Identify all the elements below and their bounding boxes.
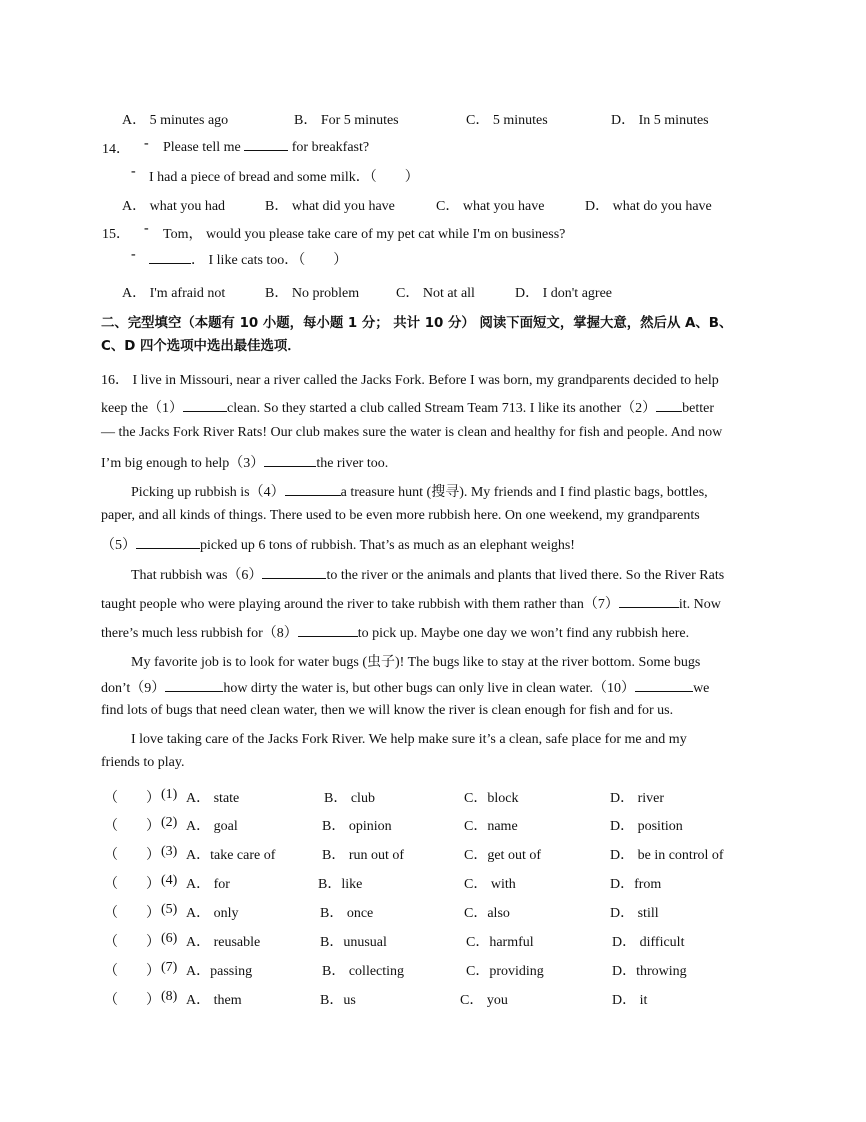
q14-option-c[interactable]: C． what you have: [436, 199, 545, 214]
passage-line: 16． I live in Missouri, near a river called the Jacks Fork. Before I was born, my grandparents decided to help: [101, 373, 719, 388]
q14-line1: Please tell me for breakfast?: [163, 140, 370, 155]
answer-paren[interactable]: （ ）: [104, 935, 160, 950]
option-a[interactable]: A． for: [186, 877, 230, 892]
blank-8[interactable]: [298, 624, 358, 637]
q13-option-d[interactable]: D． In 5 minutes: [611, 113, 709, 128]
option-d[interactable]: D． position: [610, 819, 683, 834]
passage-line: That rubbish was（6） to the river or the animals and plants that lived there. So the River Rats: [131, 568, 725, 583]
q13-option-b[interactable]: B． For 5 minutes: [294, 113, 399, 128]
passage-line: — the Jacks Fork River Rats! Our club makes sure the water is clean and healthy for fish and people. And now: [101, 425, 723, 440]
passage-line: paper, and all kinds of things. There used to be even more rubbish here. On one weekend, my grandparents: [101, 508, 700, 523]
answer-num: (2): [161, 815, 178, 830]
option-c[interactable]: C． with: [464, 877, 516, 892]
answer-paren[interactable]: （ ）: [104, 993, 160, 1008]
answer-paren[interactable]: （ ）: [104, 877, 160, 892]
q15-line1: Tom， would you please take care of my pet cat while I'm on business?: [163, 227, 566, 242]
option-a[interactable]: A． only: [186, 906, 239, 921]
passage-line: I’m big enough to help（3） the river too.: [101, 456, 389, 471]
option-d[interactable]: D． be in control of: [610, 848, 724, 863]
option-b[interactable]: B．us: [320, 993, 356, 1008]
q14-dash-2: -: [131, 164, 136, 179]
passage-line: （5） picked up 6 tons of rubbish. That’s as much as an elephant weighs!: [101, 538, 575, 553]
answer-paren[interactable]: （ ）: [104, 819, 160, 834]
passage-line: there’s much less rubbish for（8） to pick up. Maybe one day we won’t find any rubbish here.: [101, 626, 690, 641]
q14-blank[interactable]: [244, 138, 288, 151]
q15-option-b[interactable]: B． No problem: [265, 286, 360, 301]
option-d[interactable]: D． river: [610, 791, 665, 806]
blank-3[interactable]: [264, 454, 316, 467]
blank-9[interactable]: [165, 679, 223, 692]
option-c[interactable]: C．block: [464, 791, 519, 806]
answer-num: (5): [161, 902, 178, 917]
q13-option-a[interactable]: A． 5 minutes ago: [122, 113, 229, 128]
passage-line: don’t（9） how dirty the water is, but other bugs can only live in clean water.（10） we: [101, 681, 710, 696]
passage-line: I love taking care of the Jacks Fork River. We help make sure it’s a clean, safe place for me and my: [131, 732, 687, 747]
answer-paren[interactable]: （ ）: [104, 791, 160, 806]
q15-option-a[interactable]: A． I'm afraid not: [122, 286, 226, 301]
option-d[interactable]: D．from: [610, 877, 662, 892]
answer-num: (1): [161, 787, 178, 802]
blank-10[interactable]: [635, 679, 693, 692]
passage-line: keep the（1） clean. So they started a club called Stream Team 713. I like its another（2） better: [101, 401, 715, 416]
q14-option-a[interactable]: A． what you had: [122, 199, 226, 214]
q13-option-c[interactable]: C． 5 minutes: [466, 113, 548, 128]
q14-option-d[interactable]: D． what do you have: [585, 199, 712, 214]
option-b[interactable]: B． club: [324, 791, 375, 806]
answer-paren[interactable]: （ ）: [104, 906, 160, 921]
q15-dash-1: -: [144, 221, 149, 236]
answer-num: (8): [161, 989, 178, 1004]
option-d[interactable]: D． still: [610, 906, 659, 921]
option-a[interactable]: A． reusable: [186, 935, 261, 950]
q15-option-c[interactable]: C． Not at all: [396, 286, 475, 301]
answer-paren[interactable]: （ ）: [104, 848, 160, 863]
q15-option-d[interactable]: D． I don't agree: [515, 286, 613, 301]
passage-line: find lots of bugs that need clean water, then we will know the river is clean enough for fish and for us.: [101, 703, 674, 718]
q15-number: 15．: [102, 227, 130, 242]
passage-line: Picking up rubbish is（4） a treasure hunt (搜寻). My friends and I find plastic bags, bottles,: [131, 485, 708, 500]
option-b[interactable]: B． run out of: [322, 848, 405, 863]
option-d[interactable]: D．throwing: [612, 964, 687, 979]
option-b[interactable]: B．like: [318, 877, 363, 892]
q15-dash-2: -: [131, 247, 136, 262]
blank-5[interactable]: [136, 536, 200, 549]
answer-num: (7): [161, 960, 178, 975]
option-b[interactable]: B．unusual: [320, 935, 387, 950]
answer-num: (6): [161, 931, 178, 946]
option-d[interactable]: D． it: [612, 993, 648, 1008]
blank-6[interactable]: [262, 566, 326, 579]
section2-line1: 二、完型填空（本题有 10 小题，每小题 1 分； 共计 10 分） 阅读下面短文，掌握大意，然后从 A、B、: [101, 316, 733, 331]
option-b[interactable]: B． once: [320, 906, 374, 921]
blank-2[interactable]: [656, 399, 682, 412]
blank-1[interactable]: [183, 399, 227, 412]
option-c[interactable]: C．get out of: [464, 848, 541, 863]
passage-line: taught people who were playing around the river to take rubbish with them rather than（7） it. Now: [101, 597, 721, 612]
option-a[interactable]: A．take care of: [186, 848, 276, 863]
passage-line: friends to play.: [101, 755, 185, 770]
q14-dash-1: -: [144, 136, 149, 151]
option-c[interactable]: C．harmful: [466, 935, 534, 950]
option-d[interactable]: D． difficult: [612, 935, 685, 950]
blank-4[interactable]: [285, 483, 341, 496]
answer-num: (4): [161, 873, 178, 888]
answer-paren[interactable]: （ ）: [104, 964, 160, 979]
option-c[interactable]: C．name: [464, 819, 518, 834]
option-a[interactable]: A．passing: [186, 964, 253, 979]
blank-7[interactable]: [619, 595, 679, 608]
option-a[interactable]: A． goal: [186, 819, 238, 834]
q14-number: 14．: [102, 142, 130, 157]
option-c[interactable]: C．providing: [466, 964, 544, 979]
passage-line: My favorite job is to look for water bugs (虫子)! The bugs like to stay at the river bottom. Some bugs: [131, 655, 701, 670]
q14-line2: I had a piece of bread and some milk．（ ）: [149, 170, 419, 185]
option-b[interactable]: B． collecting: [322, 964, 405, 979]
q14-option-b[interactable]: B． what did you have: [265, 199, 395, 214]
option-b[interactable]: B． opinion: [322, 819, 392, 834]
option-a[interactable]: A． state: [186, 791, 240, 806]
q15-line2: ． I like cats too．（ ）: [149, 249, 347, 269]
q15-blank[interactable]: [149, 251, 191, 264]
option-c[interactable]: C．also: [464, 906, 510, 921]
option-a[interactable]: A． them: [186, 993, 242, 1008]
answer-num: (3): [161, 844, 178, 859]
section2-line2: C、D 四个选项中选出最佳选项．: [101, 339, 301, 354]
option-c[interactable]: C． you: [460, 993, 508, 1008]
